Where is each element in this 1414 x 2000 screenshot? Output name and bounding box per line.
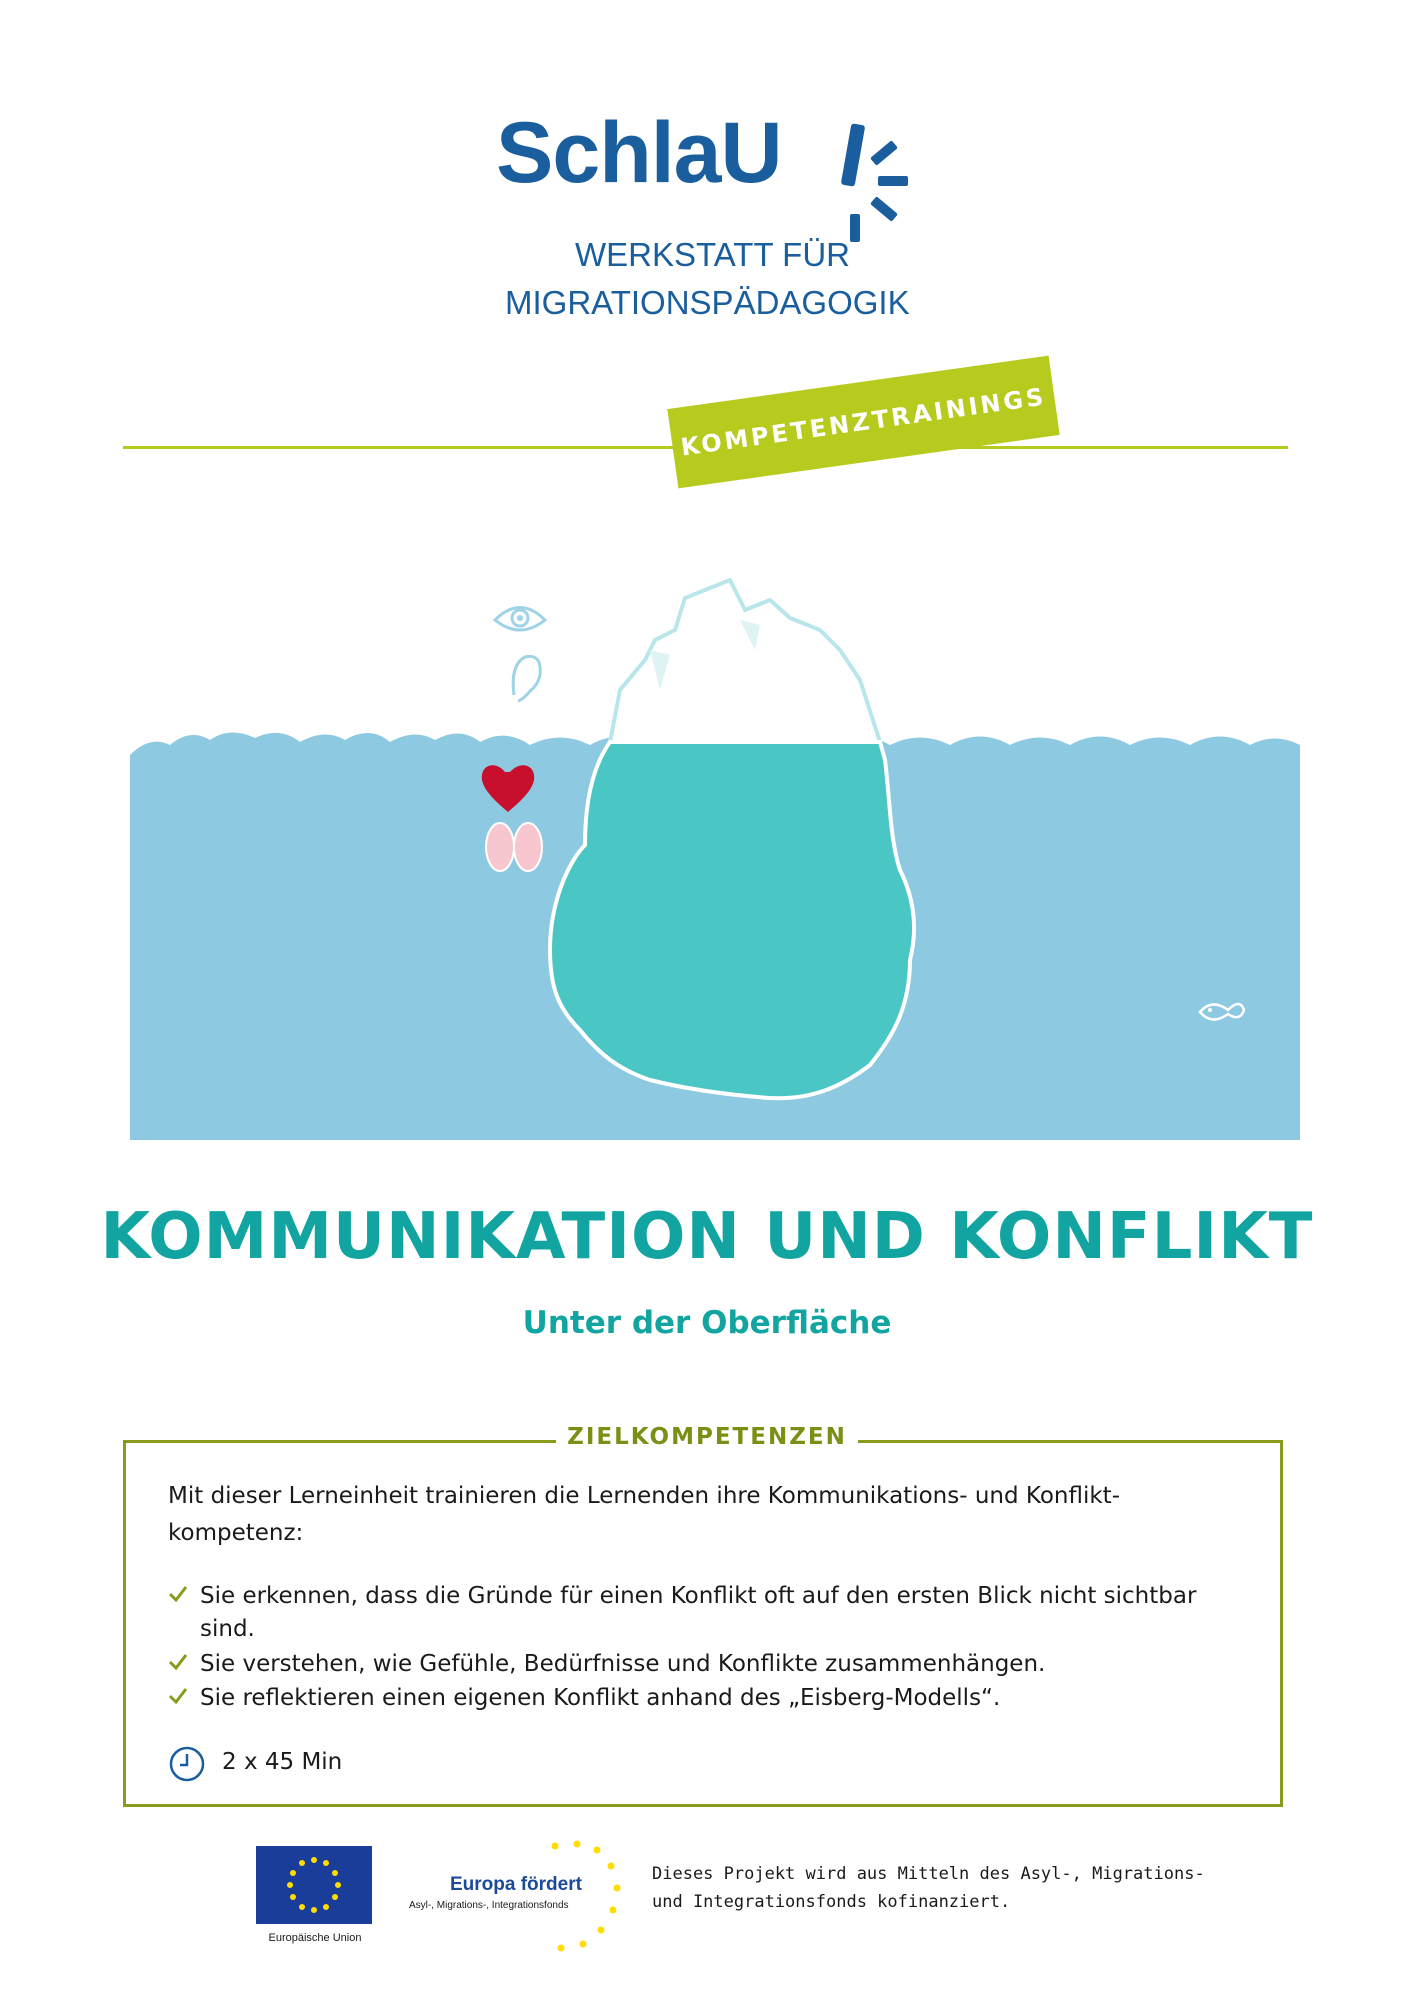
clock-icon <box>168 1745 206 1783</box>
list-item-text: Sie verstehen, wie Gefühle, Bedürfnisse und Konflikte zusammenhängen. <box>200 1651 1046 1677</box>
banner-label: KOMPETENZTRAININGS <box>679 382 1048 462</box>
duration: 2 x 45 Min <box>222 1749 343 1775</box>
europa-foerdert-subtitle: Asyl-, Migrations-, Integrationsfonds <box>409 1900 569 1911</box>
list-item-text: Sie reflektieren einen eigenen Konflikt anhand des „Eisberg-Modells“. <box>200 1685 1001 1711</box>
check-icon <box>168 1652 188 1672</box>
list-item <box>168 1648 1218 1681</box>
kompetenz-banner <box>667 356 1059 489</box>
ear-icon <box>513 656 540 701</box>
europa-foerdert-title: Europa fördert <box>450 1874 582 1895</box>
iceberg-tip <box>610 580 880 742</box>
list-item <box>168 1580 1218 1646</box>
water <box>130 732 480 1140</box>
logo-subtitle-2: MIGRATIONSPÄDAGOGIK <box>505 284 910 321</box>
logo-subtitle-1: WERKSTATT FÜR <box>575 236 850 273</box>
competencies-intro: Mit dieser Lerneinheit trainieren die Lernenden ihre Kommunikations- und Konflikt-kompetenz: <box>168 1483 1120 1546</box>
competencies-label: ZIELKOMPETENZEN <box>556 1424 858 1450</box>
check-icon <box>168 1584 188 1604</box>
iceberg-illustration <box>130 560 1300 1140</box>
page-title: KOMMUNIKATION UND KONFLIKT <box>100 1200 1314 1274</box>
eye-icon <box>495 608 545 631</box>
iceberg-body <box>550 742 914 1098</box>
logo-wordmark: SchlaU <box>496 105 782 201</box>
list-item-text: Sie erkennen, dass die Gründe für einen Konflikt oft auf den ersten Blick nicht sichtbar sind. <box>200 1583 1197 1642</box>
list-item <box>168 1682 1218 1715</box>
footer-text: Dieses Projekt wird aus Mitteln des Asyl-, Migrations- und Integrationsfonds kofinanziert. <box>652 1864 1205 1912</box>
page-subtitle: Unter der Oberfläche <box>522 1305 892 1341</box>
logo-exclamation-icon <box>840 118 920 248</box>
eu-label: Europäische Union <box>268 1932 362 1944</box>
check-icon <box>168 1686 188 1706</box>
europa-foerdert-stars-icon <box>535 1838 625 1954</box>
eu-flag-icon <box>256 1846 372 1924</box>
